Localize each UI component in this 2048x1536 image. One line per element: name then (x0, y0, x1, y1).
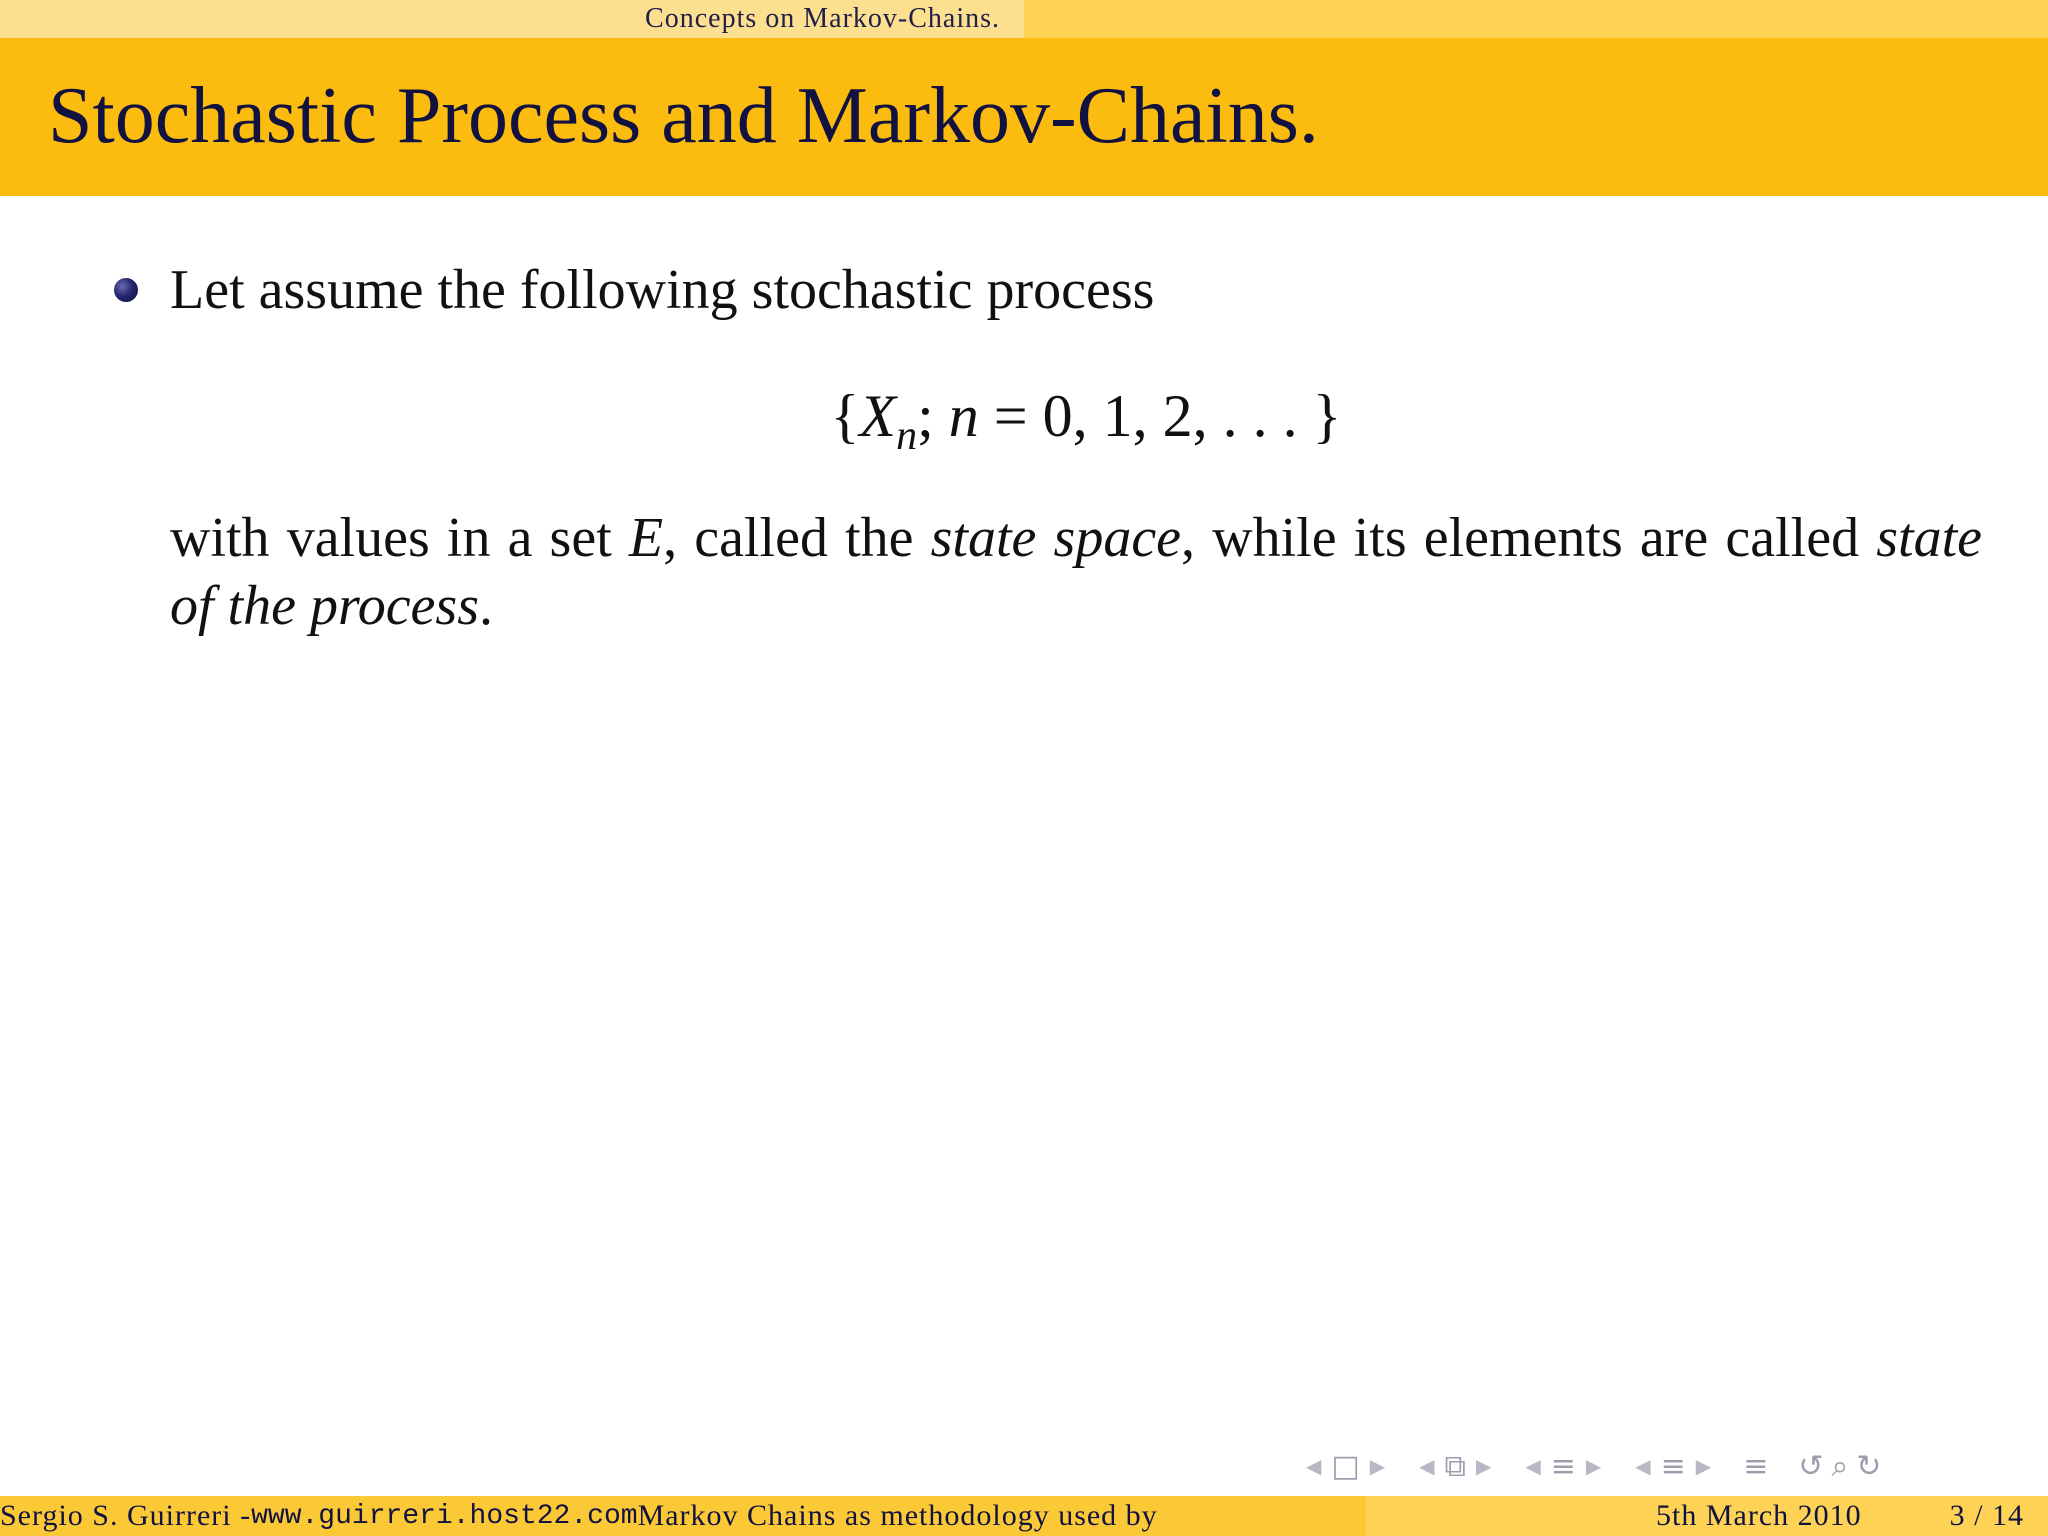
footer-author-title (0, 1496, 1366, 1536)
emphasis-state-space: state space (930, 507, 1182, 569)
footer (0, 1496, 2048, 1536)
part-nav-group (1629, 1449, 1717, 1484)
bullet-text: Let assume the following stochastic process (170, 259, 1155, 321)
search-icon[interactable]: ⌕ (1831, 1448, 1849, 1484)
subsection-prev-arrow-icon[interactable]: ◀ (1419, 1454, 1435, 1478)
equation-values: = 0, 1, 2, . . . (978, 383, 1313, 449)
frame-icon[interactable]: □ (1331, 1448, 1360, 1484)
part-next-arrow-icon[interactable]: ▶ (1695, 1454, 1712, 1478)
paragraph-part4: . (478, 575, 493, 637)
footer-website-link[interactable]: www.guirreri.host22.com (251, 1500, 638, 1532)
bullet-item (114, 258, 1154, 322)
section-icon[interactable]: ≡ (1550, 1448, 1576, 1484)
stochastic-process-equation (0, 382, 2048, 460)
emphasis-state-of-process: state of the process (170, 507, 1982, 637)
paragraph-part3: , while its elements are called (1181, 507, 1877, 569)
footer-date: 5th March 2010 (1656, 1499, 1862, 1532)
equation-index-variable: n (948, 383, 979, 449)
equation-open-brace: { (830, 383, 860, 449)
back-icon[interactable]: ↺ (1798, 1448, 1824, 1484)
section-prev-arrow-icon[interactable]: ◀ (1525, 1454, 1541, 1478)
equation-separator: ; (917, 383, 949, 449)
subsection-nav-group (1413, 1449, 1497, 1484)
paragraph-part1: with values in a set (170, 507, 629, 569)
navigation-symbols (1300, 1446, 2040, 1486)
frame-next-arrow-icon[interactable]: ▶ (1369, 1454, 1386, 1478)
footer-page-number: 3 / 14 (1949, 1499, 2024, 1532)
subsection-icon[interactable]: ⧉ (1444, 1448, 1466, 1484)
footer-date-page (1366, 1496, 2048, 1536)
section-nav-group (1519, 1449, 1607, 1484)
section-title[interactable]: Concepts on Markov-Chains. (645, 3, 1000, 34)
top-navigation-bar (0, 0, 2048, 38)
part-prev-arrow-icon[interactable]: ◀ (1635, 1454, 1651, 1478)
document-icon[interactable]: ≡ (1743, 1448, 1769, 1484)
frame-title-bar (0, 38, 2048, 196)
footer-author: Sergio S. Guirreri - (0, 1499, 252, 1532)
history-nav-group (1794, 1449, 1885, 1484)
frame-title: Stochastic Process and Markov-Chains. (48, 72, 1319, 160)
frame-nav-group (1300, 1449, 1391, 1484)
section-nav-item[interactable] (0, 0, 1024, 38)
section-next-arrow-icon[interactable]: ▶ (1585, 1454, 1602, 1478)
frame-prev-arrow-icon[interactable]: ◀ (1306, 1454, 1322, 1478)
equation-subscript: n (896, 413, 918, 459)
footer-talk-title: Markov Chains as methodology used by (637, 1499, 1158, 1532)
set-symbol: E (628, 507, 664, 569)
definition-paragraph (170, 504, 1982, 640)
document-nav-group (1739, 1449, 1772, 1484)
subsection-next-arrow-icon[interactable]: ▶ (1475, 1454, 1492, 1478)
part-icon[interactable]: ≡ (1660, 1448, 1686, 1484)
bullet-ball-icon (114, 278, 138, 302)
equation-variable: X (859, 383, 897, 449)
equation-close-brace: } (1312, 383, 1342, 449)
forward-icon[interactable]: ↻ (1856, 1448, 1882, 1484)
paragraph-part2: , called the (663, 507, 931, 569)
